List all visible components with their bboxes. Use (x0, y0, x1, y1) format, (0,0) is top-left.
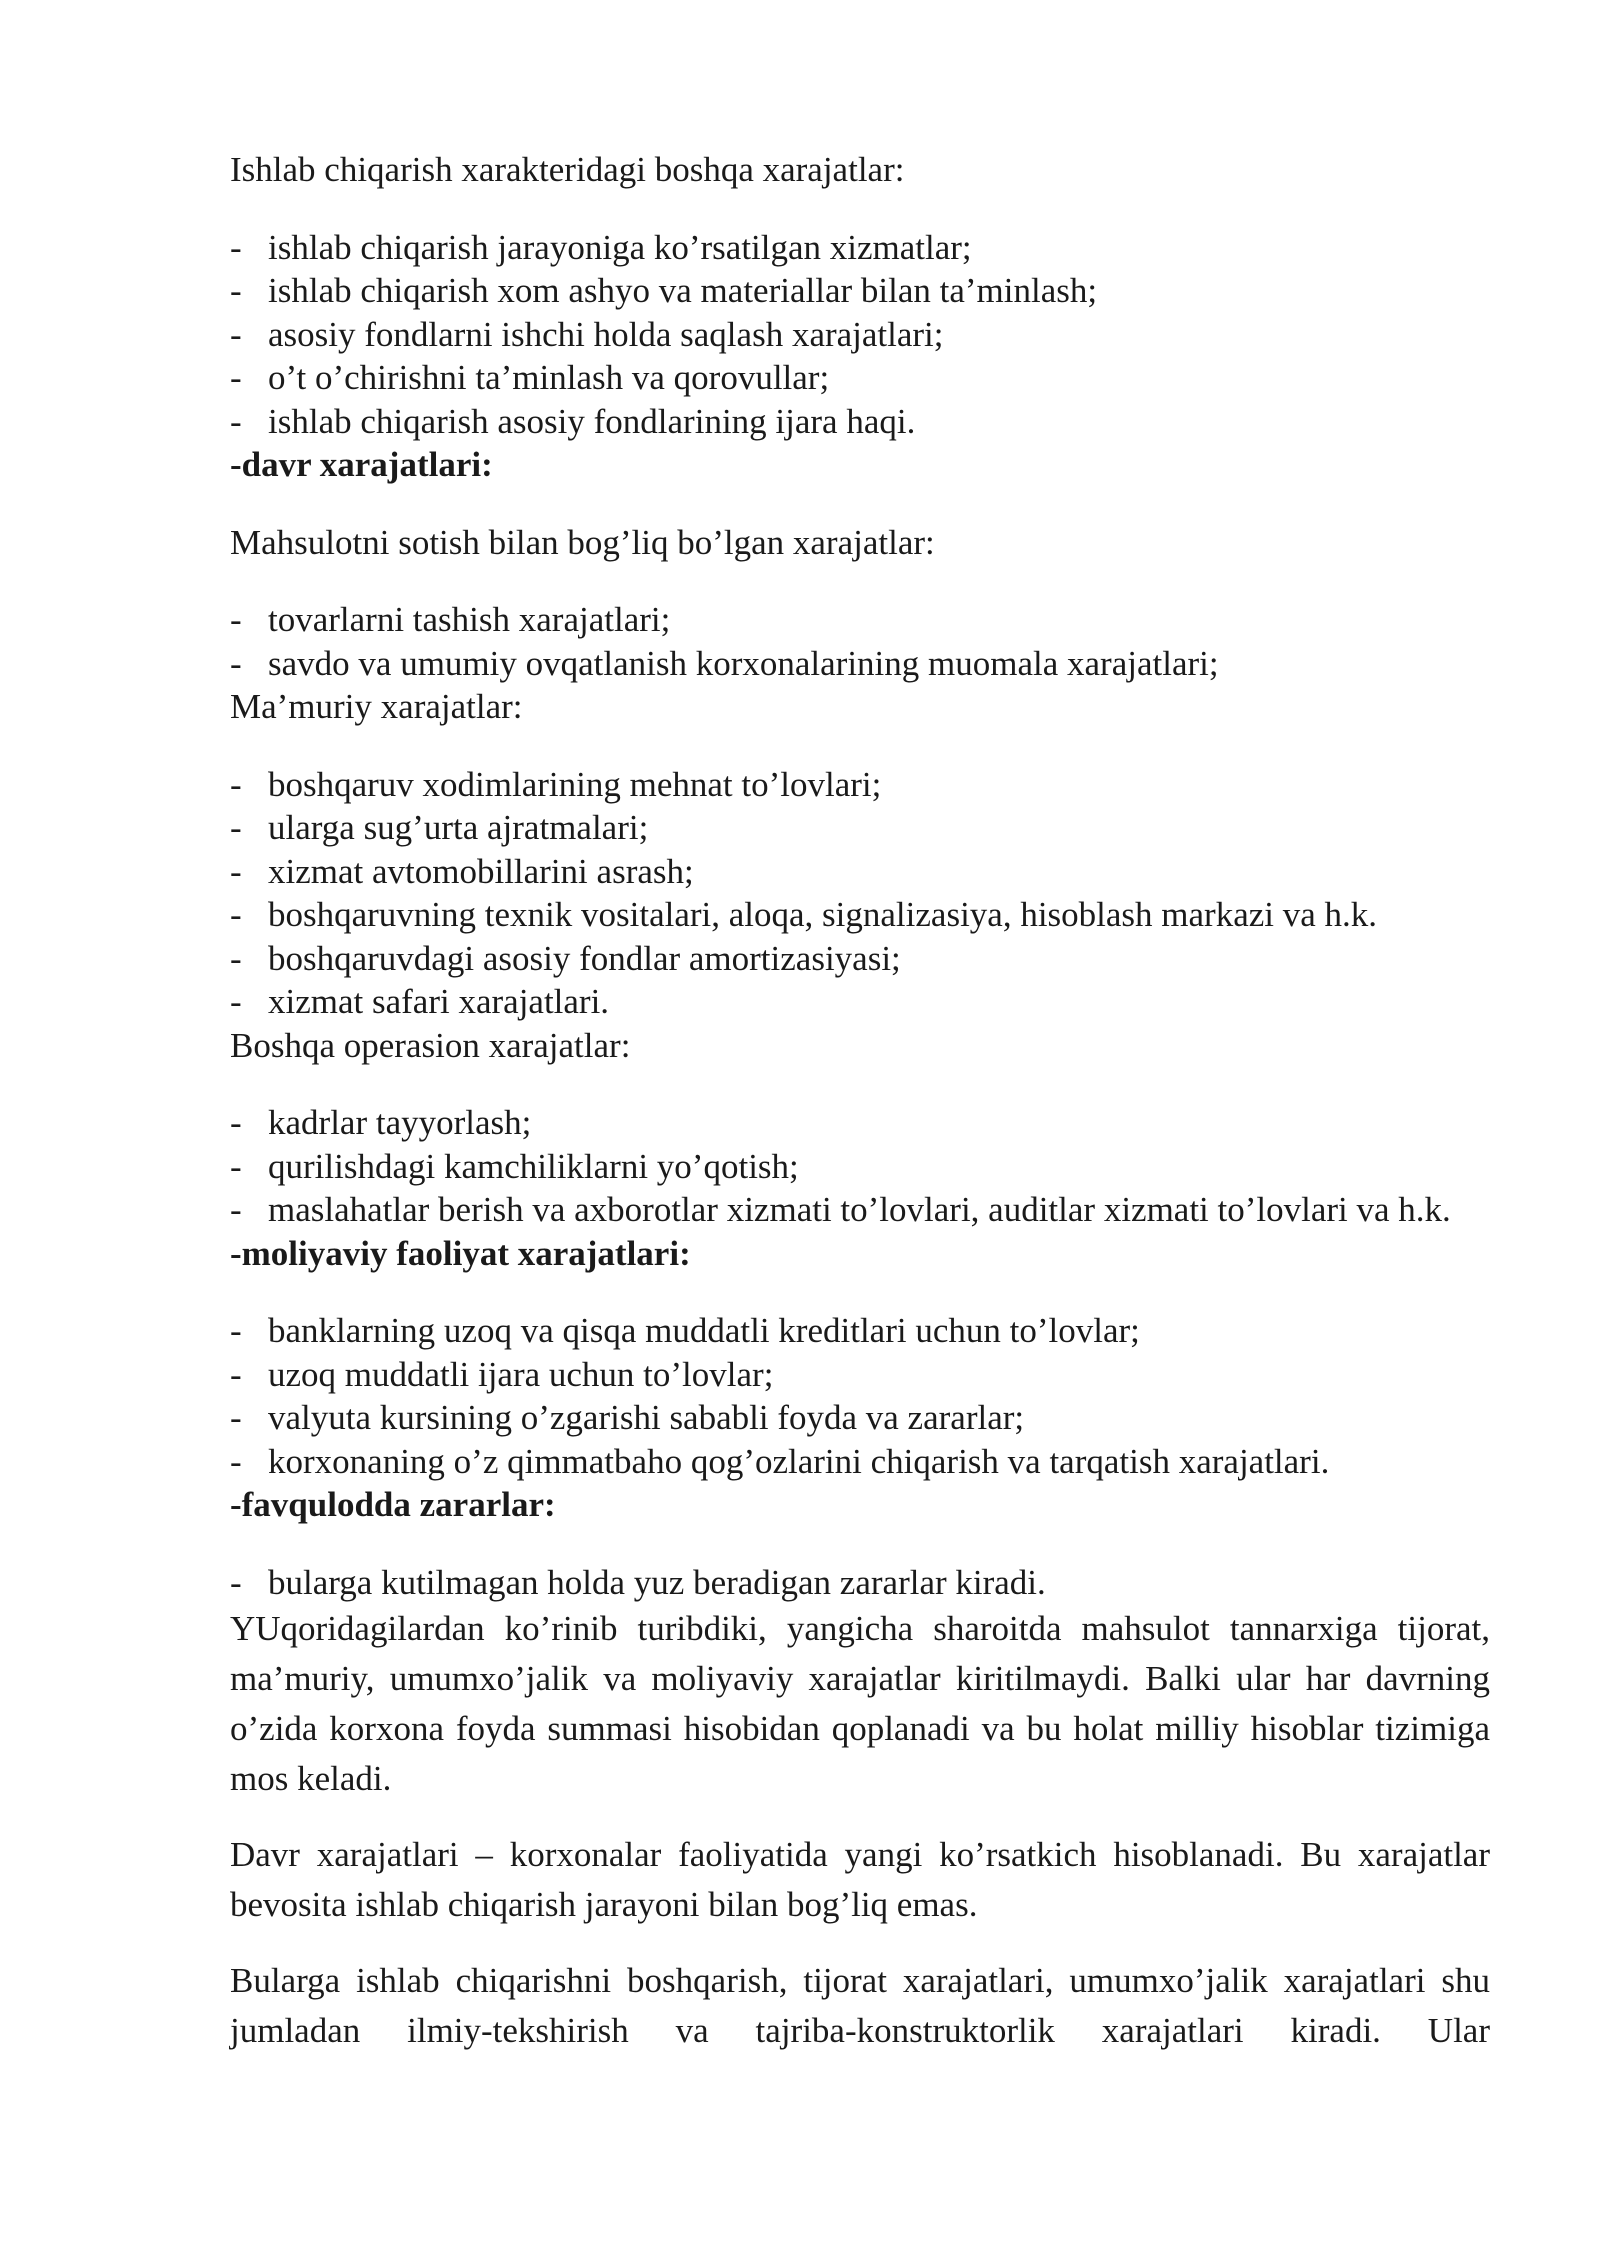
list-item: - savdo va umumiy ovqatlanish korxonalarining muomala xarajatlari; (230, 643, 1219, 683)
list-item: - qurilishdagi kamchiliklarni yo’qotish; (230, 1146, 799, 1186)
list-item: - maslahatlar berish va axborotlar xizmati to’lovlari, auditlar xizmati to’lovlari va h.k. (230, 1190, 1451, 1229)
list-item: - boshqaruvdagi asosiy fondlar amortizasiyasi; (230, 938, 901, 978)
list-item: - ishlab chiqarish asosiy fondlarining ijara haqi. (230, 401, 916, 441)
list-item: - valyuta kursining o’zgarishi sababli foyda va zararlar; (230, 1398, 1025, 1437)
list-item: - ishlab chiqarish jarayoniga ko’rsatilgan xizmatlar; (230, 227, 972, 267)
list-item: - uzoq muddatli ijara uchun to’lovlar; (230, 1354, 774, 1394)
list-item: - banklarning uzoq va qisqa muddatli kreditlari uchun to’lovlar; (230, 1311, 1140, 1350)
list-item: - xizmat safari xarajatlari. (230, 982, 610, 1021)
list-item: - ishlab chiqarish xom ashyo va materiallar bilan ta’minlash; (230, 271, 1098, 310)
list-item: - kadrlar tayyorlash; (230, 1103, 532, 1142)
list-item: - xizmat avtomobillarini asrash; (230, 851, 694, 891)
heading-davr-xarajatlari: -davr xarajatlari: (230, 445, 493, 484)
body-paragraph: Bularga ishlab chiqarishni boshqarish, tijorat xarajatlari, umumxo’jalik xarajatlari shu jumladan ilmiy-tekshirish va tajriba-konstruktorlik xarajatlari kiradi. Ular (230, 1961, 1490, 2050)
sales-costs-list (230, 598, 1490, 685)
document-page (230, 148, 1490, 2056)
admin-costs-list (230, 763, 1490, 1024)
list-item: - tovarlarni tashish xarajatlari; (230, 600, 671, 639)
heading-favqulodda-zararlar: -favqulodda zararlar: (230, 1485, 556, 1524)
admin-costs-intro: Ma’muriy xarajatlar: (230, 687, 523, 726)
extraordinary-losses-list (230, 1561, 1490, 1605)
heading-moliyaviy-faoliyat: -moliyaviy faoliyat xarajatlari: (230, 1233, 691, 1273)
list-item: - o’t o’chirishni ta’minlash va qorovullar; (230, 358, 830, 397)
body-paragraph: Davr xarajatlari – korxonalar faoliyatida yangi ko’rsatkich hisoblanadi. Bu xarajatlar bevosita ishlab chiqarish jarayoni bilan bog’liq emas. (230, 1835, 1490, 1924)
list-item: - boshqaruvning texnik vositalari, aloqa, signalizasiya, hisoblash markazi va h.k. (230, 895, 1378, 934)
operational-costs-list (230, 1101, 1490, 1232)
production-costs-list (230, 226, 1490, 444)
list-item: - korxonaning o’z qimmatbaho qog’ozlarini chiqarish va tarqatish xarajatlari. (230, 1441, 1330, 1481)
financial-costs-list (230, 1309, 1490, 1483)
body-paragraph: YUqoridagilardan ko’rinib turibdiki, yangicha sharoitda mahsulot tannarxiga tijorat, ma’muriy, umumxo’jalik va moliyaviy xarajatlar kiritilmaydi. Balki ular har davrning o’zida korxona foyda summasi hisobidan qoplanadi va bu holat milliy hisoblar tizimiga mos keladi. (230, 1609, 1490, 1798)
list-item: - ularga sug’urta ajratmalari; (230, 808, 649, 847)
list-item: - asosiy fondlarni ishchi holda saqlash xarajatlari; (230, 314, 944, 354)
sales-costs-intro: Mahsulotni sotish bilan bog’liq bo’lgan xarajatlar: (230, 522, 935, 562)
section-intro-text: Ishlab chiqarish xarakteridagi boshqa xarajatlar: (230, 150, 905, 189)
operational-costs-intro: Boshqa operasion xarajatlar: (230, 1025, 631, 1065)
list-item: - bularga kutilmagan holda yuz beradigan zararlar kiradi. (230, 1562, 1046, 1602)
list-item: - boshqaruv xodimlarining mehnat to’lovlari; (230, 764, 882, 804)
